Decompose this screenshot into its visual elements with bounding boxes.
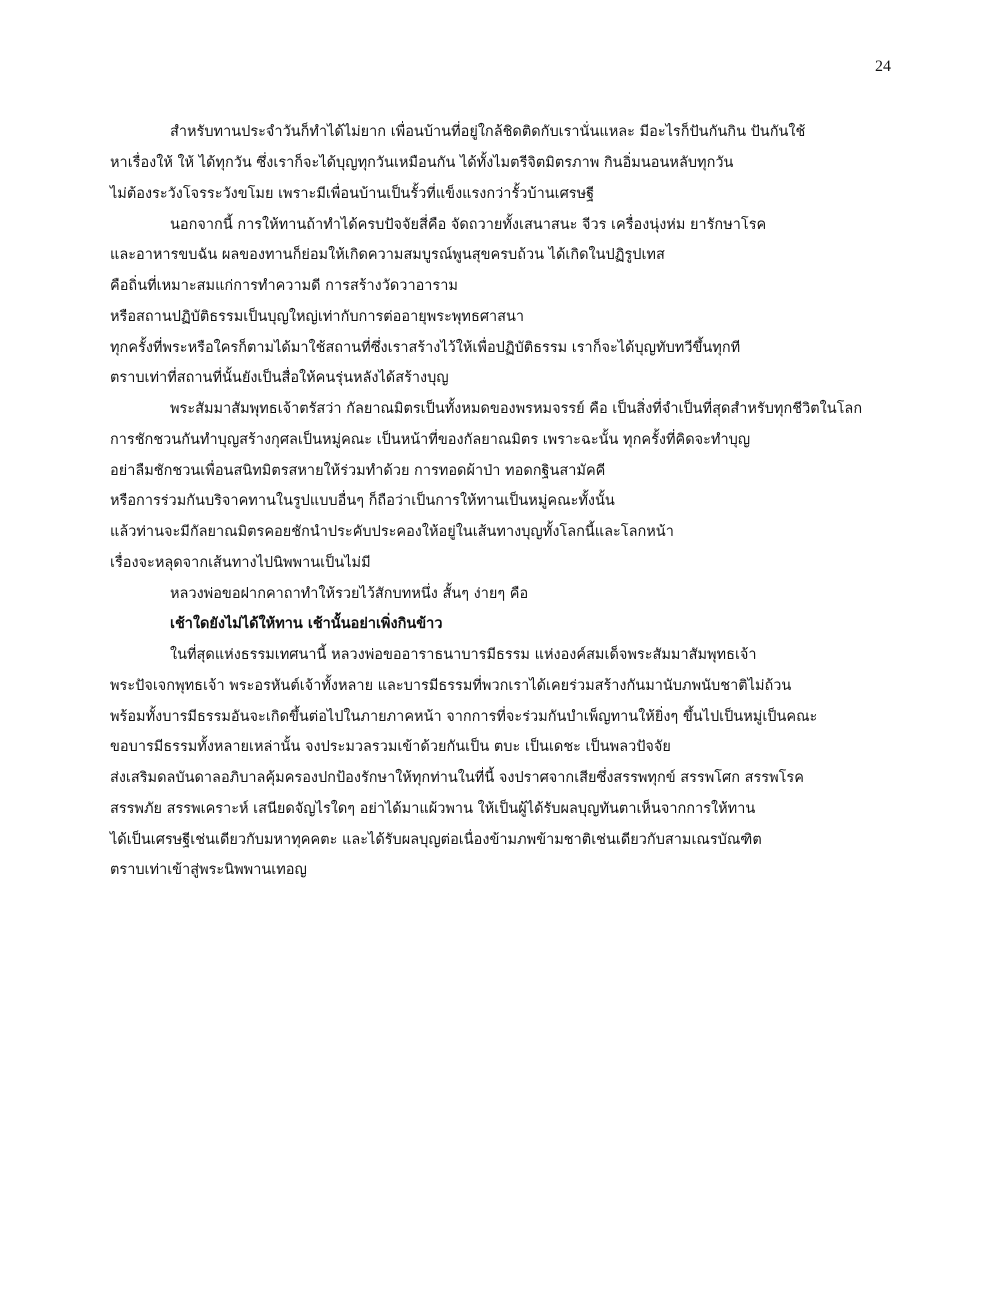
paragraph-line: หรือการร่วมกันบริจาคทานในรูปแบบอื่นๆ ก็ถือว่าเป็นการให้ทานเป็นหมู่คณะทั้งนั้น — [110, 493, 615, 509]
paragraph-line: คือถิ่นที่เหมาะสมแก่การทำความดี การสร้างวัดวาอาราม — [110, 278, 458, 294]
page-number: 24 — [875, 58, 891, 75]
paragraph-line: และอาหารขบฉัน ผลของทานก็ย่อมให้เกิดความสมบูรณ์พูนสุขครบถ้วน ได้เกิดในปฏิรูปเทส — [110, 247, 665, 263]
paragraph-line: อย่าลืมชักชวนเพื่อนสนิทมิตรสหายให้ร่วมทำด้วย การทอดผ้าป่า ทอดกฐินสามัคคี — [110, 463, 606, 479]
paragraph-line: ขอบารมีธรรมทั้งหลายเหล่านั้น จงประมวลรวมเข้าด้วยกันเป็น ตบะ เป็นเดชะ เป็นพลวปัจจัย — [110, 739, 671, 755]
paragraph-line: ในที่สุดแห่งธรรมเทศนานี้ หลวงพ่อขออาราธนาบารมีธรรม แห่งองค์สมเด็จพระสัมมาสัมพุทธเจ้า — [170, 647, 757, 663]
paragraph-line: ตราบเท่าที่สถานที่นั้นยังเป็นสื่อให้คนรุ่นหลังได้สร้างบุญ — [110, 370, 449, 386]
paragraph-line: หาเรื่องให้ ให้ ได้ทุกวัน ซึ่งเราก็จะได้บุญทุกวันเหมือนกัน ได้ทั้งไมตรีจิตมิตรภาพ กินอิ่มนอนหลับทุกวัน — [110, 155, 734, 171]
paragraph-line: หลวงพ่อขอฝากคาถาทำให้รวยไว้สักบทหนึ่ง สั้นๆ ง่ายๆ คือ — [170, 586, 529, 602]
paragraph-line: แล้วท่านจะมีกัลยาณมิตรคอยชักนำประคับประคองให้อยู่ในเส้นทางบุญทั้งโลกนี้และโลกหน้า — [110, 524, 674, 540]
paragraph-line: พระปัจเจกพุทธเจ้า พระอรหันต์เจ้าทั้งหลาย และบารมีธรรมที่พวกเราได้เคยร่วมสร้างกันมานับภพนับชาติไม่ถ้วน — [110, 678, 792, 694]
paragraph-line: ตราบเท่าเข้าสู่พระนิพพานเทอญ — [110, 862, 307, 878]
paragraph-line: ได้เป็นเศรษฐีเช่นเดียวกับมหาทุคคตะ และได้รับผลบุญต่อเนื่องข้ามภพข้ามชาติเช่นเดียวกับสามเณรบัณฑิต — [110, 832, 762, 848]
paragraph-line: พร้อมทั้งบารมีธรรมอันจะเกิดขึ้นต่อไปในภายภาคหน้า จากการที่จะร่วมกันบำเพ็ญทานให้ยิ่งๆ ขึ้นไปเป็นหมู่เป็นคณะ — [110, 709, 818, 725]
paragraph-line: ทุกครั้งที่พระหรือใครก็ตามได้มาใช้สถานที่ซึ่งเราสร้างไว้ให้เพื่อปฏิบัติธรรม เราก็จะได้บุญทับทวีขึ้นทุกที — [110, 340, 741, 356]
paragraph-line: หรือสถานปฏิบัติธรรมเป็นบุญใหญ่เท่ากับการต่ออายุพระพุทธศาสนา — [110, 309, 525, 325]
bold-saying: เช้าใดยังไม่ได้ให้ทาน เช้านั้นอย่าเพิ่งกินข้าว — [170, 616, 443, 632]
paragraph-line: พระสัมมาสัมพุทธเจ้าตรัสว่า กัลยาณมิตรเป็นทั้งหมดของพรหมจรรย์ คือ เป็นสิ่งที่จำเป็นที่สุดสำหรับทุกชีวิตในโลก — [170, 401, 863, 417]
paragraph-line: เรื่องจะหลุดจากเส้นทางไปนิพพานเป็นไม่มี — [110, 555, 371, 571]
paragraph-line: ส่งเสริมดลบันดาลอภิบาลคุ้มครองปกป้องรักษาให้ทุกท่านในที่นี้ จงปราศจากเสียซึ่งสรรพทุกข์ สรรพโศก สรรพโรค — [110, 770, 804, 786]
paragraph-line: สำหรับทานประจำวันก็ทำได้ไม่ยาก เพื่อนบ้านที่อยู่ใกล้ชิดติดกับเรานั่นแหละ มีอะไรก็ปันกันกิน ปันกันใช้ — [170, 124, 806, 140]
paragraph-line: นอกจากนี้ การให้ทานถ้าทำได้ครบปัจจัยสี่คือ จัดถวายทั้งเสนาสนะ จีวร เครื่องนุ่งห่ม ยารักษาโรค — [170, 217, 767, 233]
paragraph-line: ไม่ต้องระวังโจรระวังขโมย เพราะมีเพื่อนบ้านเป็นรั้วที่แข็งแรงกว่ารั้วบ้านเศรษฐี — [110, 186, 595, 202]
paragraph-line: การชักชวนกันทำบุญสร้างกุศลเป็นหมู่คณะ เป็นหน้าที่ของกัลยาณมิตร เพราะฉะนั้น ทุกครั้งที่คิดจะทำบุญ — [110, 432, 751, 448]
paragraph-line: สรรพภัย สรรพเคราะห์ เสนียดจัญไรใดๆ อย่าได้มาแผ้วพาน ให้เป็นผู้ได้รับผลบุญทันตาเห็นจากการให้ทาน — [110, 801, 756, 817]
